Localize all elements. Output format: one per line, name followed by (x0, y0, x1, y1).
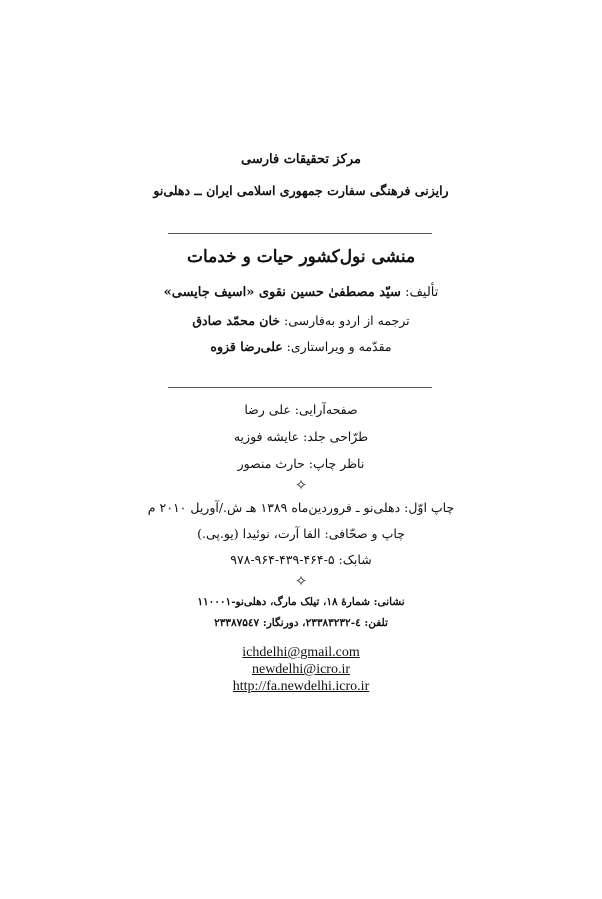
email-link-2[interactable]: newdelhi@icro.ir (251, 662, 351, 677)
print-supervisor-credit: ناظر چاپ: حارث منصور (237, 456, 365, 471)
email-link-1[interactable]: ichdelhi@gmail.com (242, 645, 360, 660)
website-link[interactable]: http://fa.newdelhi.icro.ir (232, 679, 370, 694)
top-divider (168, 233, 432, 234)
author-name: سیّد مصطفیٰ حسین نقوی «اسیف جایسی» (163, 285, 401, 300)
first-print-info: چاپ اوّل: دهلی‌نو ـ فروردین‌ماه ۱۳۸۹ هـ ش./آوریل ۲۰۱۰ م (147, 500, 455, 515)
layout-credit: صفحه‌آرایی: علی رضا (244, 402, 358, 417)
editor-line (0, 339, 602, 354)
editor-label: مقدّمه و ویراستاری: (286, 339, 392, 354)
printer-info: چاپ و صحّافی: الفا آرت، نوئیدا (یو.پی.) (197, 526, 405, 541)
translator-line (0, 313, 602, 328)
middle-divider (168, 387, 432, 388)
star-ornament-icon: ✧ (294, 476, 308, 494)
translator-name: خان محمّد صادق (192, 313, 280, 328)
star-ornament-icon: ✧ (294, 572, 308, 590)
phone-fax: تلفن: ٤-۲۳۳۸۳۲۳۲، دورنگار: ۲۳۳۸۷۵٤۷ (214, 617, 388, 629)
center-name: مرکز تحقیقات فارسی (240, 152, 361, 167)
book-title: منشی نول‌کشور حیات و خدمات (186, 247, 416, 267)
editor-name: علی‌رضا قزوه (210, 339, 283, 354)
address: نشانی: شمارهٔ ۱۸، تیلک مارگ، دهلی‌نو-۱۱۰۰۰۱ (197, 596, 405, 608)
cover-design-credit: طرّاحی جلد: عایشه فوزیه (233, 429, 369, 444)
organization-name: رایزنی فرهنگی سفارت جمهوری اسلامی ایران ــ دهلی‌نو (153, 183, 449, 198)
author-line (0, 285, 602, 301)
isbn: شابک: ۵-۴۶۴-۴۳۹-۹۶۴-۹۷۸ (230, 552, 372, 567)
translator-label: ترجمه از اردو به‌فارسی: (283, 313, 410, 328)
author-label: تألیف: (405, 285, 439, 300)
